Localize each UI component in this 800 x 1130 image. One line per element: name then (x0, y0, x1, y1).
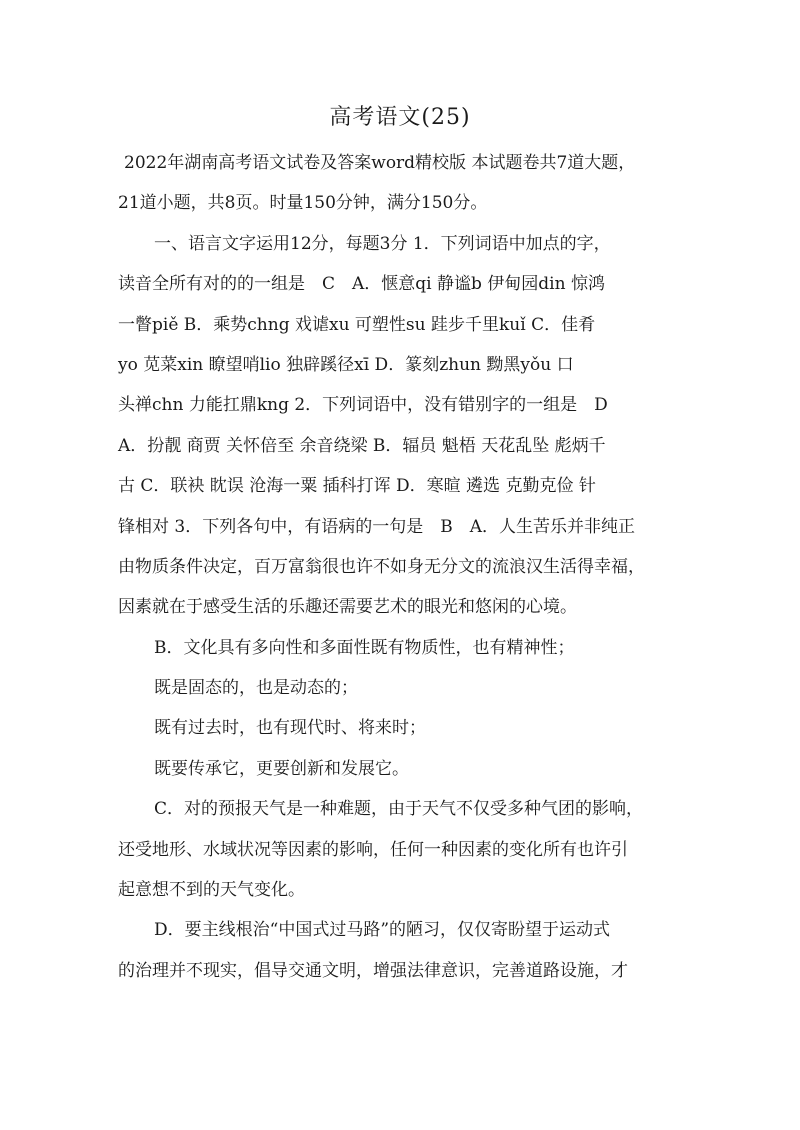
text-line-11: 由物质条件决定，百万富翁很也许不如身无分文的流浪汉生活得幸福， (118, 556, 645, 577)
text-line-9: 古 C．联袂 眈误 沧海一粟 插科打诨 D．寒暄 遴选 克勤克俭 针 (118, 476, 596, 497)
text-line-2: 21道小题，共8页。时量150分钟，满分150分。 (118, 193, 488, 214)
text-line-17: C．对的预报天气是一种难题，由于天气不仅受多种气团的影响， (154, 799, 644, 820)
document-body (118, 143, 684, 991)
text-line-6: yo 苋菜xin 瞭望哨lio 独辟蹊径xī D．篆刻zhun 黝黑yǒu 口 (118, 354, 574, 375)
text-line-10: 锋相对 3．下列各句中，有语病的一句是 B A．人生苦乐并非纯正 (118, 516, 635, 537)
text-line-8: A．扮靓 商贾 关怀倍至 余音绕梁 B．辐员 魁梧 天花乱坠 彪炳千 (118, 435, 606, 456)
text-line-19: 起意想不到的天气变化。 (118, 880, 305, 901)
text-line-20: D．要主线根治“中国式过马路”的陋习，仅仅寄盼望于运动式 (154, 920, 611, 941)
text-line-3: 一、语言文字运用12分，每题3分 1．下列词语中加点的字， (154, 233, 611, 254)
document-title: 高考语文(25) (329, 105, 471, 130)
text-line-4: 读音全所有对的的一组是 C A．惬意qi 静谧b 伊甸园din 惊鸿 (118, 274, 605, 295)
text-line-5: 一瞥piě B．乘势chng 戏谑xu 可塑性su 跬步千里kuǐ C．佳肴 (118, 314, 596, 335)
text-line-1: 2022年湖南高考语文试卷及答案word精校版 本试题卷共7道大题， (124, 153, 636, 173)
text-line-18: 还受地形、水域状况等因素的影响，任何一种因素的变化所有也许引 (118, 839, 628, 860)
text-line-13: B．文化具有多向性和多面性既有物质性，也有精神性； (154, 637, 575, 658)
text-line-21: 的治理并不现实，倡导交通文明，增强法律意识，完善道路设施，才 (118, 960, 628, 981)
text-line-7: 头禅chn 力能扛鼎kng 2．下列词语中，没有错别字的一组是 D (118, 395, 608, 416)
text-line-15: 既有过去时，也有现代时、将来时； (154, 718, 426, 739)
text-line-12: 因素就在于感受生活的乐趣还需要艺术的眼光和悠闲的心境。 (118, 597, 577, 618)
text-line-16: 既要传承它，更要创新和发展它。 (154, 758, 409, 779)
text-line-14: 既是固态的，也是动态的； (154, 678, 358, 699)
